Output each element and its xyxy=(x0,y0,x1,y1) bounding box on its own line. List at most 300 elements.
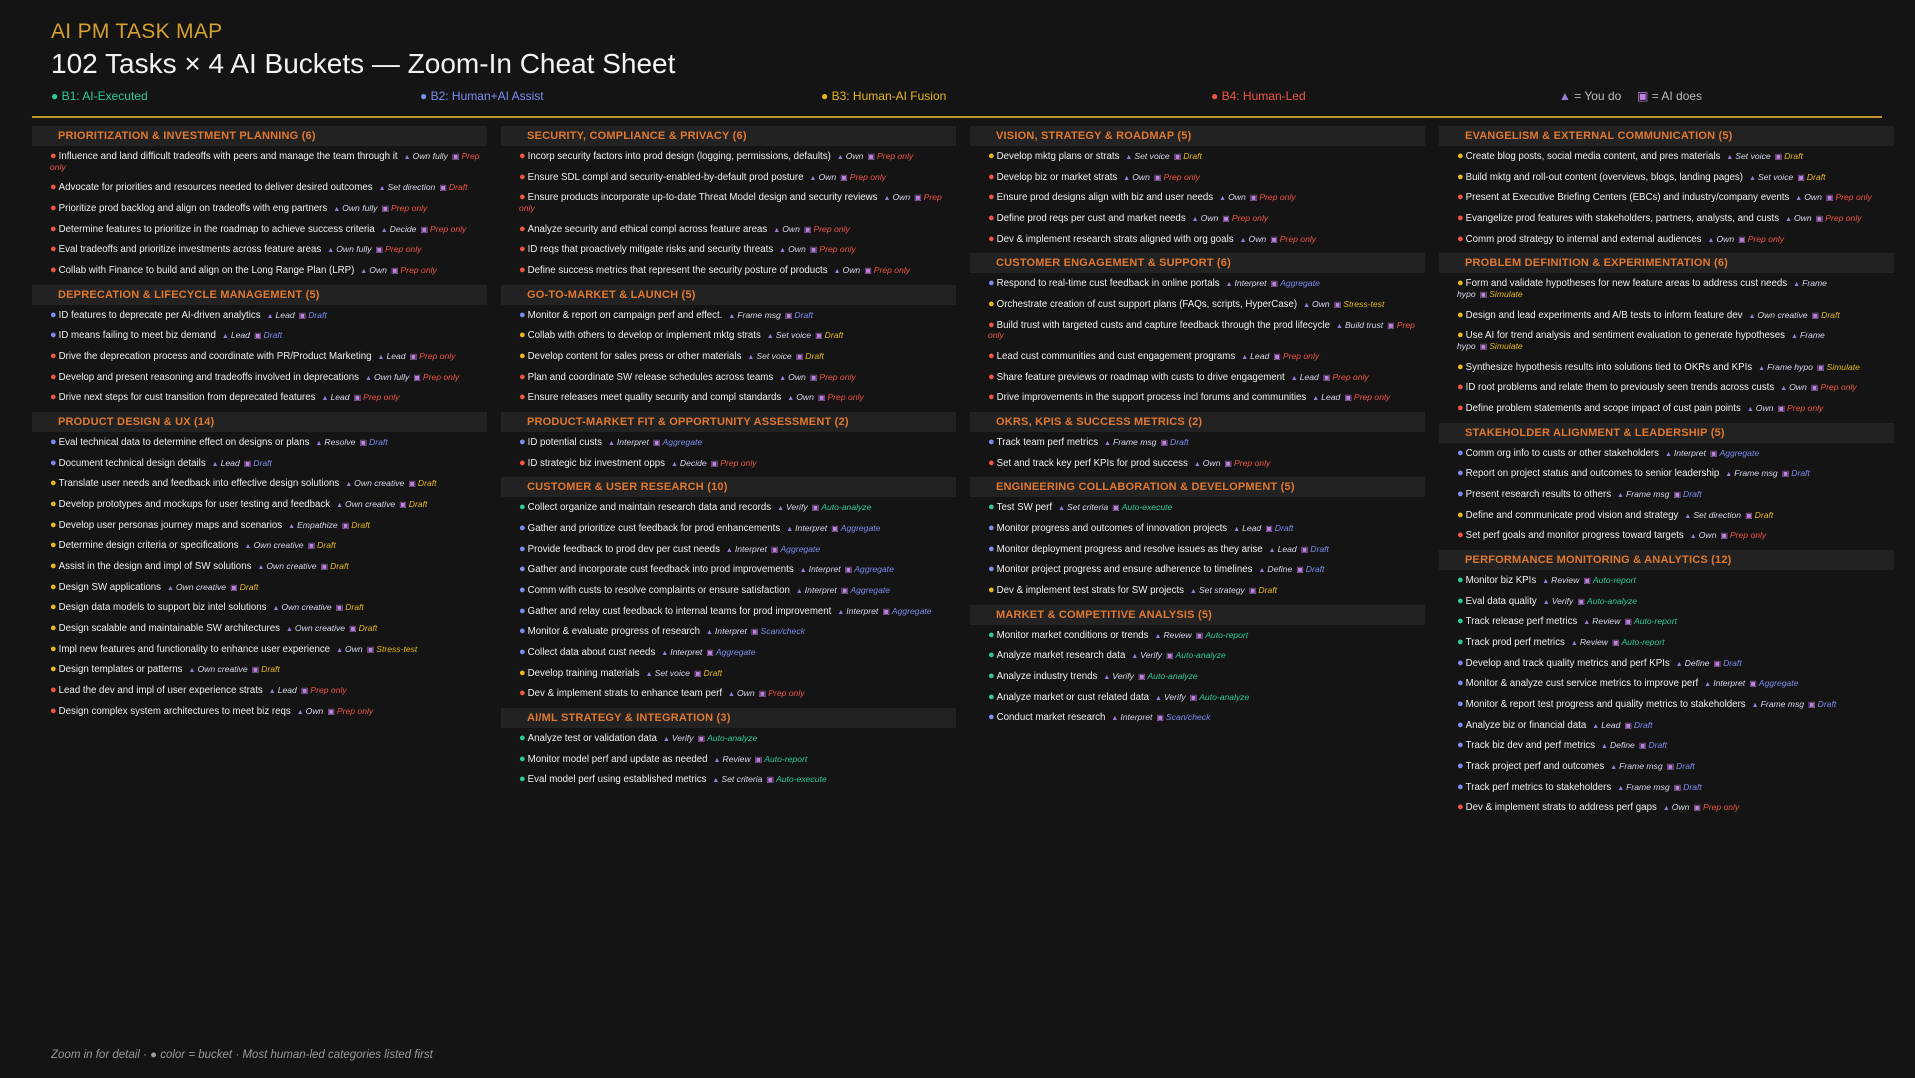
ai-role-tag: ▣ Draft xyxy=(342,520,370,530)
task-text: Analyze industry trends xyxy=(996,671,1098,683)
task-text: Comm prod strategy to internal and external audiences xyxy=(1465,233,1702,245)
category-section xyxy=(501,708,956,786)
category-title: PERFORMANCE MONITORING & ANALYTICS (12) xyxy=(1439,550,1894,570)
human-role-tag: ▲ Own xyxy=(834,265,861,275)
human-role-tag: ▲ Lead xyxy=(1241,351,1269,361)
human-role-tag: ▲ Lead xyxy=(1269,544,1297,554)
task-text: Track team perf metrics xyxy=(996,437,1099,449)
task-text: Develop training materials xyxy=(527,667,640,679)
bucket-dot-icon: ● xyxy=(50,391,57,404)
ai-role-tag: ▣ Draft xyxy=(1745,510,1773,520)
task-item xyxy=(1457,361,1894,374)
ai-role-tag: ▣ Prep only xyxy=(1222,213,1268,223)
task-text: Report on project status and outcomes to senior leadership xyxy=(1465,468,1720,480)
bucket-dot-icon: ● xyxy=(988,584,995,597)
category-title: PROBLEM DEFINITION & EXPERIMENTATION (6) xyxy=(1439,253,1894,273)
task-item xyxy=(50,622,487,635)
human-role-tag: ▲ Set voice xyxy=(1726,151,1770,161)
human-role-tag: ▲ Verify xyxy=(663,733,694,743)
task-item xyxy=(50,264,487,277)
bucket-dot-icon: ● xyxy=(1457,656,1464,669)
human-role-tag: ▲ Verify xyxy=(1543,596,1574,606)
task-item xyxy=(50,329,487,342)
ai-role-tag: ▣ Auto-analyze xyxy=(1166,650,1226,660)
ai-role-tag: ▣ Stress-test xyxy=(367,644,418,654)
ai-role-tag: ▣ Draft xyxy=(1782,468,1810,478)
ai-role-tag: ▣ Draft xyxy=(1714,658,1742,668)
bucket-dot-icon: ● xyxy=(50,456,57,469)
category-title: PRIORITIZATION & INVESTMENT PLANNING (6) xyxy=(32,126,487,146)
bucket-dot-icon: ● xyxy=(50,518,57,531)
human-role-tag: ▲ Interpret xyxy=(726,544,767,554)
human-role-tag: ▲ Own xyxy=(1663,802,1690,812)
human-role-tag: ▲ Frame hypo xyxy=(1758,362,1813,372)
ai-role-tag: ▣ Prep only xyxy=(840,172,886,182)
bucket-dot-icon: ● xyxy=(1457,170,1464,183)
bucket-dot-icon: ● xyxy=(1457,508,1464,521)
bucket-dot-icon: ● xyxy=(988,436,995,449)
bucket-dot-icon: ● xyxy=(1457,232,1464,245)
task-item xyxy=(50,581,487,594)
task-item xyxy=(1457,781,1894,794)
category-section xyxy=(32,285,487,404)
task-item xyxy=(519,264,956,277)
page-title: 102 Tasks × 4 AI Buckets — Zoom-In Cheat Sheet xyxy=(51,48,676,79)
task-text: Develop content for sales press or other materials xyxy=(527,351,742,363)
task-text: Monitor & evaluate progress of research xyxy=(527,626,700,638)
human-role-tag: ▲ Own xyxy=(336,644,363,654)
task-item xyxy=(519,371,956,384)
task-item xyxy=(1457,677,1894,690)
ai-role-tag: ▣ Draft xyxy=(1673,489,1701,499)
robot-icon: ▣ xyxy=(1637,89,1649,103)
task-text: Collab with others to develop or implement mktg strats xyxy=(527,330,761,342)
bucket-dot-icon: ● xyxy=(519,370,526,383)
task-item xyxy=(1457,574,1894,587)
task-text: Document technical design details xyxy=(58,457,206,469)
task-text: Design data models to support biz intel solutions xyxy=(58,602,267,614)
bucket-dot-icon: ● xyxy=(988,298,995,311)
bucket-dot-icon: ● xyxy=(1457,739,1464,752)
ai-role-tag: ▣ Scan/check xyxy=(751,626,805,636)
category-section xyxy=(1439,423,1894,542)
ai-role-tag: ▣ Draft xyxy=(254,330,282,340)
task-item xyxy=(1457,488,1894,501)
task-text: Design scalable and maintainable SW architectures xyxy=(58,623,280,635)
bucket-dot-icon: ● xyxy=(50,498,57,511)
task-text: Impl new features and functionality to enhance user experience xyxy=(58,643,331,655)
category-title: ENGINEERING COLLABORATION & DEVELOPMENT (5) xyxy=(970,477,1425,497)
task-text: Present at Executive Briefing Centers (EBCs) and industry/company events xyxy=(1465,192,1790,204)
task-item xyxy=(519,243,956,256)
category-title: AI/ML STRATEGY & INTEGRATION (3) xyxy=(501,708,956,728)
bucket-dot-icon: ● xyxy=(519,264,526,277)
task-text: Eval data quality xyxy=(1465,595,1537,607)
human-role-tag: ▲ Own creative xyxy=(1748,310,1807,320)
human-role-tag: ▲ Verify xyxy=(777,502,808,512)
bucket-dot-icon: ● xyxy=(519,350,526,363)
task-item xyxy=(519,584,956,597)
human-role-tag: ▲ Resolve xyxy=(315,437,355,447)
task-text: Lead the dev and impl of user experience strats xyxy=(58,685,263,697)
human-role-tag: ▲ Decide xyxy=(671,458,707,468)
task-item xyxy=(519,625,956,638)
task-text: Collect data about cust needs xyxy=(527,647,656,659)
task-text: Dev & implement test strats for SW projects xyxy=(996,585,1185,597)
human-role-tag: ▲ Own creative xyxy=(286,623,345,633)
human-role-tag: ▲ Own fully xyxy=(404,151,448,161)
bucket-dot-icon: ● xyxy=(1457,594,1464,607)
task-text: Ensure products incorporate up-to-date Threat Model design and security reviews xyxy=(527,192,878,204)
bucket-legend xyxy=(51,89,1881,107)
task-item xyxy=(519,646,956,659)
human-role-tag: ▲ Lead xyxy=(222,330,250,340)
task-text: Incorp security factors into prod design (logging, permissions, defaults) xyxy=(527,151,831,162)
ai-role-tag: ▣ Aggregate xyxy=(831,523,880,533)
column-4 xyxy=(1439,126,1894,822)
bucket-dot-icon: ● xyxy=(1457,402,1464,415)
category-title: DEPRECATION & LIFECYCLE MANAGEMENT (5) xyxy=(32,285,487,305)
task-text: Orchestrate creation of cust support plans (FAQs, scripts, HyperCase) xyxy=(996,299,1298,311)
human-role-tag: ▲ Lead xyxy=(1233,523,1261,533)
human-role-tag: ▲ Set voice xyxy=(646,668,690,678)
task-item xyxy=(988,522,1425,535)
bucket-dot-icon: ● xyxy=(519,666,526,679)
ai-role-tag: ▣ Prep only xyxy=(804,224,850,234)
human-role-tag: ▲ Own xyxy=(1194,458,1221,468)
task-item xyxy=(519,501,956,514)
ai-role-tag: ▣ Auto-execute xyxy=(766,774,826,784)
task-text: Conduct market research xyxy=(996,712,1106,724)
ai-role-tag: ▣ Auto-report xyxy=(1612,637,1665,647)
bucket-dot-icon: ● xyxy=(988,670,995,683)
task-item xyxy=(988,150,1425,163)
bucket-dot-icon: ● xyxy=(1457,636,1464,649)
human-role-tag: ▲ Interpret xyxy=(706,626,747,636)
ai-role-tag: ▣ Prep only xyxy=(1273,351,1319,361)
human-role-tag: ▲ Set criteria xyxy=(712,774,762,784)
task-text: Develop and track quality metrics and perf KPIs xyxy=(1465,657,1670,669)
ai-role-tag: ▣ Prep only xyxy=(381,203,427,213)
ai-role-tag: ▣ Prep only xyxy=(301,685,347,695)
task-item xyxy=(1457,801,1894,814)
human-role-tag: ▲ Frame msg xyxy=(1725,468,1777,478)
bucket-dot-icon: ● xyxy=(50,539,57,552)
bucket-dot-icon: ● xyxy=(519,687,526,700)
bucket-dot-icon: ● xyxy=(50,580,57,593)
task-item xyxy=(988,670,1425,683)
task-item xyxy=(1457,467,1894,480)
task-item xyxy=(1457,381,1894,394)
human-role-tag: ▲ Interpret xyxy=(1665,448,1706,458)
task-text: Develop biz or market strats xyxy=(996,171,1118,183)
task-text: Track perf metrics to stakeholders xyxy=(1465,781,1612,793)
bucket-dot-icon: ● xyxy=(988,232,995,245)
ai-role-tag: ▣ Auto-report xyxy=(755,754,808,764)
category-section xyxy=(501,285,956,404)
task-text: Design complex system architectures to meet biz reqs xyxy=(58,705,291,717)
ai-role-tag: ▣ Draft xyxy=(1301,544,1329,554)
human-role-tag: ▲ Lead xyxy=(267,310,295,320)
bucket-dot-icon: ● xyxy=(50,436,57,449)
legend-b4: ● B4: Human-Led xyxy=(1211,89,1306,103)
human-role-tag: ▲ Own xyxy=(810,172,837,182)
human-role-tag: ▲ Own xyxy=(360,265,387,275)
human-role-tag: ▲ Own creative xyxy=(273,602,332,612)
task-item xyxy=(50,477,487,490)
ai-role-tag: ▣ Aggregate xyxy=(882,606,931,616)
human-role-tag: ▲ Define xyxy=(1601,740,1635,750)
human-role-tag: ▲ Decide xyxy=(381,224,417,234)
human-role-tag: ▲ Set voice xyxy=(747,351,791,361)
task-item xyxy=(50,223,487,236)
task-text: Design templates or patterns xyxy=(58,664,183,676)
ai-role-tag: ▣ Prep only xyxy=(1693,802,1739,812)
task-text: Respond to real-time cust feedback in online portals xyxy=(996,278,1220,290)
category-title: OKRS, KPIS & SUCCESS METRICS (2) xyxy=(970,412,1425,432)
ai-role-tag: ▣ Prep only xyxy=(1816,213,1862,223)
ai-role-tag: ▣ Aggregate xyxy=(1749,678,1798,688)
bucket-dot-icon: ● xyxy=(519,732,526,745)
task-text: Provide feedback to prod dev per cust needs xyxy=(527,543,720,555)
ai-role-tag: ▣ Auto-report xyxy=(1624,616,1677,626)
bucket-dot-icon: ● xyxy=(1457,329,1464,342)
task-text: Build trust with targeted custs and capture feedback through the prod lifecycle xyxy=(996,319,1330,331)
human-role-tag: ▲ Interpret xyxy=(1704,678,1745,688)
human-role-tag: ▲ Interpret xyxy=(786,523,827,533)
bucket-dot-icon: ● xyxy=(988,690,995,703)
task-text: Develop and present reasoning and tradeoffs involved in deprecations xyxy=(58,371,359,383)
header-divider xyxy=(32,116,1882,118)
task-text: Use AI for trend analysis and sentiment evaluation to generate hypotheses xyxy=(1465,330,1786,342)
bucket-dot-icon: ● xyxy=(988,370,995,383)
bucket-dot-icon: ● xyxy=(1457,615,1464,628)
bucket-dot-icon: ● xyxy=(50,150,57,162)
ai-role-tag: ▣ Draft xyxy=(252,664,280,674)
bucket-dot-icon: ● xyxy=(1457,467,1464,480)
bucket-dot-icon: ● xyxy=(519,170,526,183)
ai-role-tag: ▣ Prep only xyxy=(810,244,856,254)
human-role-tag: ▲ Own xyxy=(779,372,806,382)
bucket-dot-icon: ● xyxy=(1457,780,1464,793)
category-section xyxy=(970,477,1425,596)
bucket-dot-icon: ● xyxy=(50,202,57,215)
task-item xyxy=(519,436,956,449)
task-item xyxy=(988,191,1425,204)
ai-role-tag: ▣ Draft xyxy=(1624,720,1652,730)
human-role-tag: ▲ Lead xyxy=(1291,372,1319,382)
task-item xyxy=(519,191,956,214)
task-text: Design and lead experiments and A/B tests to inform feature dev xyxy=(1465,309,1743,321)
ai-role-tag: ▣ Prep only xyxy=(818,392,864,402)
task-text: Analyze test or validation data xyxy=(527,733,657,745)
bucket-dot-icon: ● xyxy=(50,704,57,717)
task-text: Determine design criteria or specifications xyxy=(58,540,239,552)
ai-role-tag: ▣ Draft xyxy=(815,330,843,340)
ai-role-tag: ▣ Prep only xyxy=(391,265,437,275)
task-text: Build mktg and roll-out content (overviews, blogs, landing pages) xyxy=(1465,171,1743,183)
ai-role-tag: ▣ Draft xyxy=(230,582,258,592)
task-item xyxy=(1457,698,1894,711)
task-text: Design SW applications xyxy=(58,581,161,593)
ai-role-tag: ▣ Auto-report xyxy=(1583,575,1636,585)
human-role-tag: ▲ Frame msg xyxy=(1752,699,1804,709)
ai-role-tag: ▣ Prep only xyxy=(327,706,373,716)
task-item xyxy=(50,684,487,697)
task-item xyxy=(988,391,1425,404)
task-text: Track release perf metrics xyxy=(1465,616,1578,628)
ai-role-tag: ▣ Stress-test xyxy=(1334,299,1385,309)
ai-role-tag: ▣ Draft xyxy=(1639,740,1667,750)
human-role-tag: ▲ Set voice xyxy=(1125,151,1169,161)
ai-role-tag: ▣ Draft xyxy=(408,478,436,488)
bucket-dot-icon: ● xyxy=(1457,574,1464,587)
bucket-dot-icon: ● xyxy=(519,542,526,555)
legend-ai xyxy=(1637,89,1702,103)
task-item xyxy=(1457,615,1894,628)
task-text: Monitor & analyze cust service metrics to improve perf xyxy=(1465,678,1699,690)
task-text: Prioritize prod backlog and align on tradeoffs with eng partners xyxy=(58,203,328,215)
task-text: Assist in the design and impl of SW solutions xyxy=(58,561,252,573)
category-title: PRODUCT DESIGN & UX (14) xyxy=(32,412,487,432)
task-item xyxy=(1457,657,1894,670)
task-item xyxy=(50,457,487,470)
legend-b1: ● B1: AI-Executed xyxy=(51,89,148,103)
ai-role-tag: ▣ Prep only xyxy=(1154,172,1200,182)
ai-role-tag: ▣ Draft xyxy=(299,310,327,320)
ai-role-tag: ▣ Prep only xyxy=(410,351,456,361)
task-text: Drive the deprecation process and coordinate with PR/Product Marketing xyxy=(58,351,372,363)
ai-role-tag: ▣ Prep only xyxy=(413,372,459,382)
task-text: Develop mktg plans or strats xyxy=(996,151,1120,162)
task-item xyxy=(988,436,1425,449)
human-role-tag: ▲ Own xyxy=(1690,530,1717,540)
task-text: Ensure prod designs align with biz and user needs xyxy=(996,192,1214,204)
legend-b2: ● B2: Human+AI Assist xyxy=(420,89,544,103)
task-item xyxy=(1457,529,1894,542)
ai-role-tag: ▣ Prep only xyxy=(988,320,1415,341)
ai-role-tag: ▣ Auto-analyze xyxy=(1577,596,1637,606)
task-item xyxy=(988,171,1425,184)
ai-role-tag: ▣ Draft xyxy=(1249,585,1277,595)
task-item xyxy=(988,298,1425,311)
ai-role-tag: ▣ Draft xyxy=(1797,172,1825,182)
category-section xyxy=(1439,253,1894,414)
ai-role-tag: ▣ Aggregate xyxy=(841,585,890,595)
bucket-dot-icon: ● xyxy=(519,391,526,404)
task-text: ID features to deprecate per AI-driven analytics xyxy=(58,309,261,321)
category-title: STAKEHOLDER ALIGNMENT & LEADERSHIP (5) xyxy=(1439,423,1894,443)
category-title: EVANGELISM & EXTERNAL COMMUNICATION (5) xyxy=(1439,126,1894,146)
human-role-tag: ▲ Review xyxy=(714,754,751,764)
task-text: Collect organize and maintain research data and records xyxy=(527,502,772,514)
task-item xyxy=(50,309,487,322)
bucket-dot-icon: ● xyxy=(988,150,995,162)
bucket-dot-icon: ● xyxy=(1457,150,1464,162)
human-role-tag: ▲ Frame msg xyxy=(1617,782,1669,792)
bucket-dot-icon: ● xyxy=(988,318,995,331)
human-role-tag: ▲ Own fully xyxy=(333,203,377,213)
category-title: VISION, STRATEGY & ROADMAP (5) xyxy=(970,126,1425,146)
task-text: ID potential custs xyxy=(527,437,602,449)
task-item xyxy=(519,391,956,404)
ai-role-tag: ▣ Scan/check xyxy=(1156,712,1210,722)
task-text: Eval model perf using established metrics xyxy=(527,774,707,786)
human-role-tag: ▲ Set criteria xyxy=(1058,502,1108,512)
bucket-dot-icon: ● xyxy=(519,243,526,256)
task-text: Gather and relay cust feedback to internal teams for prod improvement xyxy=(527,605,832,617)
ai-role-tag: ▣ Draft xyxy=(1808,699,1836,709)
category-section xyxy=(970,605,1425,724)
task-item xyxy=(50,371,487,384)
task-item xyxy=(50,601,487,614)
task-text: ID strategic biz investment opps xyxy=(527,457,665,469)
bucket-dot-icon: ● xyxy=(50,601,57,614)
ai-role-tag: ▣ Prep only xyxy=(759,688,805,698)
task-item xyxy=(988,233,1425,246)
bucket-dot-icon: ● xyxy=(519,191,526,204)
page-kicker: AI PM TASK MAP xyxy=(51,20,223,43)
bucket-dot-icon: ● xyxy=(519,563,526,576)
human-role-tag: ▲ Interpret xyxy=(800,564,841,574)
bucket-dot-icon: ● xyxy=(988,711,995,724)
ai-role-tag: ▣ Prep only xyxy=(1826,192,1872,202)
task-item xyxy=(519,150,956,163)
person-icon: ▲ xyxy=(1559,89,1571,103)
human-role-tag: ▲ Own fully xyxy=(327,244,371,254)
page-header xyxy=(51,20,675,80)
footer-note: Zoom in for detail · ● color = bucket · Most human-led categories listed first xyxy=(51,1049,433,1061)
task-item xyxy=(50,202,487,215)
task-item xyxy=(519,732,956,745)
ai-role-tag: ▣ Draft xyxy=(1674,782,1702,792)
bucket-dot-icon: ● xyxy=(988,350,995,363)
task-text: Comm with custs to resolve complaints or ensure satisfaction xyxy=(527,585,790,597)
category-section xyxy=(970,126,1425,245)
task-text: Form and validate hypotheses for new feature areas to address cust needs xyxy=(1465,278,1788,290)
task-item xyxy=(988,691,1425,704)
bucket-dot-icon: ● xyxy=(988,191,995,204)
task-text: Ensure SDL compl and security-enabled-by-default prod posture xyxy=(527,171,804,183)
ai-role-tag: ▣ Aggregate xyxy=(653,437,702,447)
human-role-tag: ▲ Own xyxy=(1192,213,1219,223)
bucket-dot-icon: ● xyxy=(988,522,995,535)
bucket-dot-icon: ● xyxy=(1457,529,1464,542)
human-role-tag: ▲ Own xyxy=(1780,382,1807,392)
bucket-dot-icon: ● xyxy=(988,501,995,514)
human-role-tag: ▲ Frame hypo xyxy=(1457,330,1825,351)
bucket-dot-icon: ● xyxy=(519,646,526,659)
task-item xyxy=(988,563,1425,576)
task-text: ID root problems and relate them to previously seen trends across custs xyxy=(1465,382,1775,394)
task-item xyxy=(1457,402,1894,415)
category-title: PRODUCT-MARKET FIT & OPPORTUNITY ASSESSMENT (2) xyxy=(501,412,956,432)
bucket-dot-icon: ● xyxy=(1457,760,1464,773)
ai-role-tag: ▣ Aggregate xyxy=(1710,448,1759,458)
ai-role-tag: ▣ Auto-execute xyxy=(1112,502,1172,512)
human-role-tag: ▲ Verify xyxy=(1103,671,1134,681)
category-title: CUSTOMER & USER RESEARCH (10) xyxy=(501,477,956,497)
task-item xyxy=(1457,329,1894,352)
task-item xyxy=(50,436,487,449)
bucket-dot-icon: ● xyxy=(988,563,995,576)
bucket-dot-icon: ● xyxy=(988,628,995,641)
human-role-tag: ▲ Own xyxy=(773,224,800,234)
task-item xyxy=(1457,739,1894,752)
task-item xyxy=(519,457,956,470)
ai-role-tag: ▣ Draft xyxy=(785,310,813,320)
task-item xyxy=(50,705,487,718)
